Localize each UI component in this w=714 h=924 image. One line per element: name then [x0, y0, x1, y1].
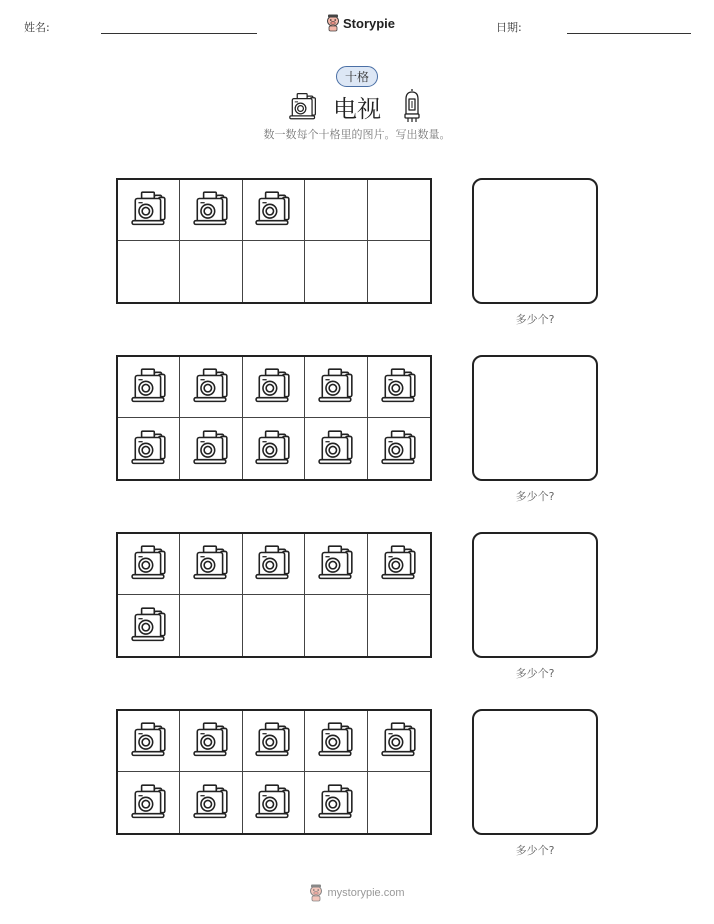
old-tv-camera-icon — [192, 429, 230, 469]
frame-cell — [243, 595, 305, 656]
old-tv-camera-icon — [192, 544, 230, 584]
old-tv-camera-icon — [254, 783, 292, 823]
frame-cell — [243, 418, 305, 479]
vacuum-tube-icon — [401, 89, 423, 127]
how-many-label-4: 多少个? — [515, 844, 555, 857]
frame-cell — [180, 595, 242, 656]
frame-cell — [118, 418, 180, 479]
old-tv-camera-icon — [254, 544, 292, 584]
date-line[interactable] — [567, 33, 691, 34]
frame-cell — [305, 180, 367, 241]
frame-cell — [118, 534, 180, 595]
frame-cell — [118, 772, 180, 833]
frame-cell — [368, 772, 430, 833]
frame-cell — [180, 711, 242, 772]
brand-name: Storypie — [343, 15, 396, 31]
frame-cell — [243, 711, 305, 772]
old-tv-camera-icon — [254, 429, 292, 469]
frame-cell — [305, 357, 367, 418]
old-tv-camera-icon — [130, 367, 168, 407]
ten-frame-4 — [116, 709, 432, 835]
ten-frame-badge: 十格 — [336, 66, 378, 87]
old-tv-camera-icon — [317, 783, 355, 823]
answer-box-2[interactable] — [472, 355, 598, 481]
brand-logo — [326, 13, 395, 33]
date-label: 日期: — [496, 21, 522, 34]
old-tv-camera-icon — [192, 367, 230, 407]
frame-cell — [305, 241, 367, 302]
frame-cell — [243, 772, 305, 833]
frame-cell — [243, 357, 305, 418]
worksheet-title: 电视 — [333, 95, 381, 123]
old-tv-camera-icon — [317, 429, 355, 469]
old-tv-camera-icon — [317, 367, 355, 407]
how-many-label-3: 多少个? — [515, 667, 555, 680]
old-tv-camera-icon — [380, 367, 418, 407]
frame-cell — [180, 180, 242, 241]
frame-cell — [368, 180, 430, 241]
old-tv-camera-icon — [130, 544, 168, 584]
old-tv-camera-icon — [192, 783, 230, 823]
ten-frame-1 — [116, 178, 432, 304]
old-tv-camera-icon — [317, 721, 355, 761]
answer-box-4[interactable] — [472, 709, 598, 835]
old-tv-camera-icon — [130, 721, 168, 761]
frame-cell — [118, 595, 180, 656]
pig-logo-icon — [326, 14, 340, 32]
old-tv-camera-icon — [380, 429, 418, 469]
old-tv-camera-icon — [192, 190, 230, 230]
ten-frame-2 — [116, 355, 432, 481]
frame-cell — [180, 418, 242, 479]
frame-cell — [305, 772, 367, 833]
old-tv-camera-icon — [254, 367, 292, 407]
old-tv-camera-icon — [380, 721, 418, 761]
instruction-text: 数一数每个十格里的图片。写出数量。 — [263, 128, 451, 141]
frame-cell — [118, 180, 180, 241]
pig-logo-icon — [309, 884, 323, 902]
old-tv-camera-icon — [317, 544, 355, 584]
frame-cell — [180, 534, 242, 595]
frame-cell — [305, 418, 367, 479]
old-tv-camera-icon — [130, 783, 168, 823]
frame-cell — [305, 534, 367, 595]
frame-cell — [243, 241, 305, 302]
name-label: 姓名: — [24, 21, 50, 34]
name-line[interactable] — [101, 33, 257, 34]
frame-cell — [243, 180, 305, 241]
frame-cell — [305, 595, 367, 656]
frame-cell — [180, 357, 242, 418]
frame-cell — [368, 357, 430, 418]
frame-cell — [368, 418, 430, 479]
frame-cell — [368, 241, 430, 302]
footer — [0, 884, 714, 902]
old-tv-camera-icon — [254, 190, 292, 230]
old-tv-camera-icon — [130, 429, 168, 469]
old-tv-camera-icon — [130, 190, 168, 230]
frame-cell — [180, 772, 242, 833]
old-tv-camera-icon — [380, 544, 418, 584]
frame-cell — [368, 534, 430, 595]
frame-cell — [305, 711, 367, 772]
frame-cell — [180, 241, 242, 302]
frame-cell — [243, 534, 305, 595]
how-many-label-2: 多少个? — [515, 490, 555, 503]
old-tv-camera-icon — [130, 606, 168, 646]
old-tv-camera-icon — [192, 721, 230, 761]
old-tv-camera-icon — [254, 721, 292, 761]
how-many-label-1: 多少个? — [515, 313, 555, 326]
frame-cell — [368, 711, 430, 772]
frame-cell — [118, 357, 180, 418]
ten-frame-3 — [116, 532, 432, 658]
frame-cell — [118, 241, 180, 302]
answer-box-1[interactable] — [472, 178, 598, 304]
frame-cell — [118, 711, 180, 772]
answer-box-3[interactable] — [472, 532, 598, 658]
frame-cell — [368, 595, 430, 656]
footer-url[interactable]: mystorypie.com — [327, 887, 405, 899]
